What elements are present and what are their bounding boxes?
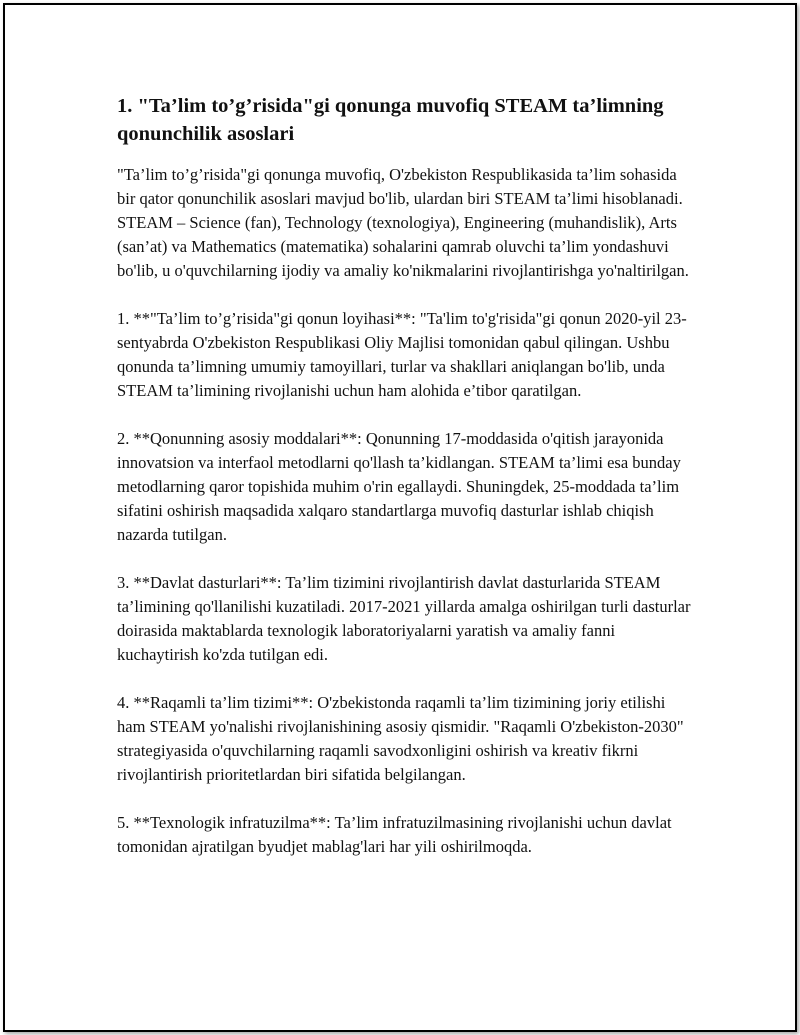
intro-paragraph: "Ta’lim to’g’risida"gi qonunga muvofiq, O'zbekiston Respublikasida ta’lim sohasida bir qator qonunchilik asoslari mavjud bo'lib, ulardan biri STEAM ta’limi hisoblanadi. STEAM – Science (fan), Technology (texnologiya), Engineering (muhandislik), Arts (san’at) va Mathematics (matematika) sohalarini qamrab oluvchi ta’lim yondashuvi bo'lib, u o'quvchilarning ijodiy va amaliy ko'nikmalarini rivojlantirishga yo'naltirilgan.	[117, 165, 689, 280]
section-heading: 1. "Ta’lim to’g’risida"gi qonunga muvofiq STEAM ta’limning qonunchilik asoslari	[117, 95, 664, 145]
list-item-5: 5. **Texnologik infratuzilma**: Ta’lim infratuzilmasining rivojlanishi uchun davlat tomonidan ajratilgan byudjet mablag'lari har yili oshirilmoqda.	[117, 813, 672, 856]
document-body	[117, 92, 697, 883]
list-item-1: 1. **"Ta’lim to’g’risida"gi qonun loyihasi**: "Ta'lim to'g'risida"gi qonun 2020-yil 23-sentyabrda O'zbekiston Respublikasi Oliy Majlisi tomonidan qabul qilingan. Ushbu qonunda ta’limning umumiy tamoyillari, turlar va shakllari aniqlangan bo'lib, unda STEAM ta’limining rivojlanishi uchun ham alohida e’tibor qaratilgan.	[117, 309, 687, 400]
list-item-4: 4. **Raqamli ta’lim tizimi**: O'zbekistonda raqamli ta’lim tizimining joriy etilishi ham STEAM yo'nalishi rivojlanishining asosiy qismidir. "Raqamli O'zbekiston-2030" strategiyasida o'quvchilarning raqamli savodxonligini oshirish va kreativ fikrni rivojlantirish prioritetlardan biri sifatida belgilangan.	[117, 693, 684, 784]
list-item-2: 2. **Qonunning asosiy moddalari**: Qonunning 17-moddasida o'qitish jarayonida innovatsion va interfaol metodlarni qo'llash ta’kidlangan. STEAM ta’limi esa bunday metodlarning qaror topishida muhim o'rin egallaydi. Shuningdek, 25-moddada ta’lim sifatini oshirish maqsadida xalqaro standartlarga muvofiq dasturlar ishlab chiqish nazarda tutilgan.	[117, 429, 681, 544]
list-item-3: 3. **Davlat dasturlari**: Ta’lim tizimini rivojlantirish davlat dasturlarida STEAM ta’limining qo'llanilishi kuzatiladi. 2017-2021 yillarda amalga oshirilgan turli dasturlar doirasida maktablarda texnologik laboratoriyalarni yaratish va amaliy fanni kuchaytirish ko'zda tutilgan edi.	[117, 573, 691, 664]
